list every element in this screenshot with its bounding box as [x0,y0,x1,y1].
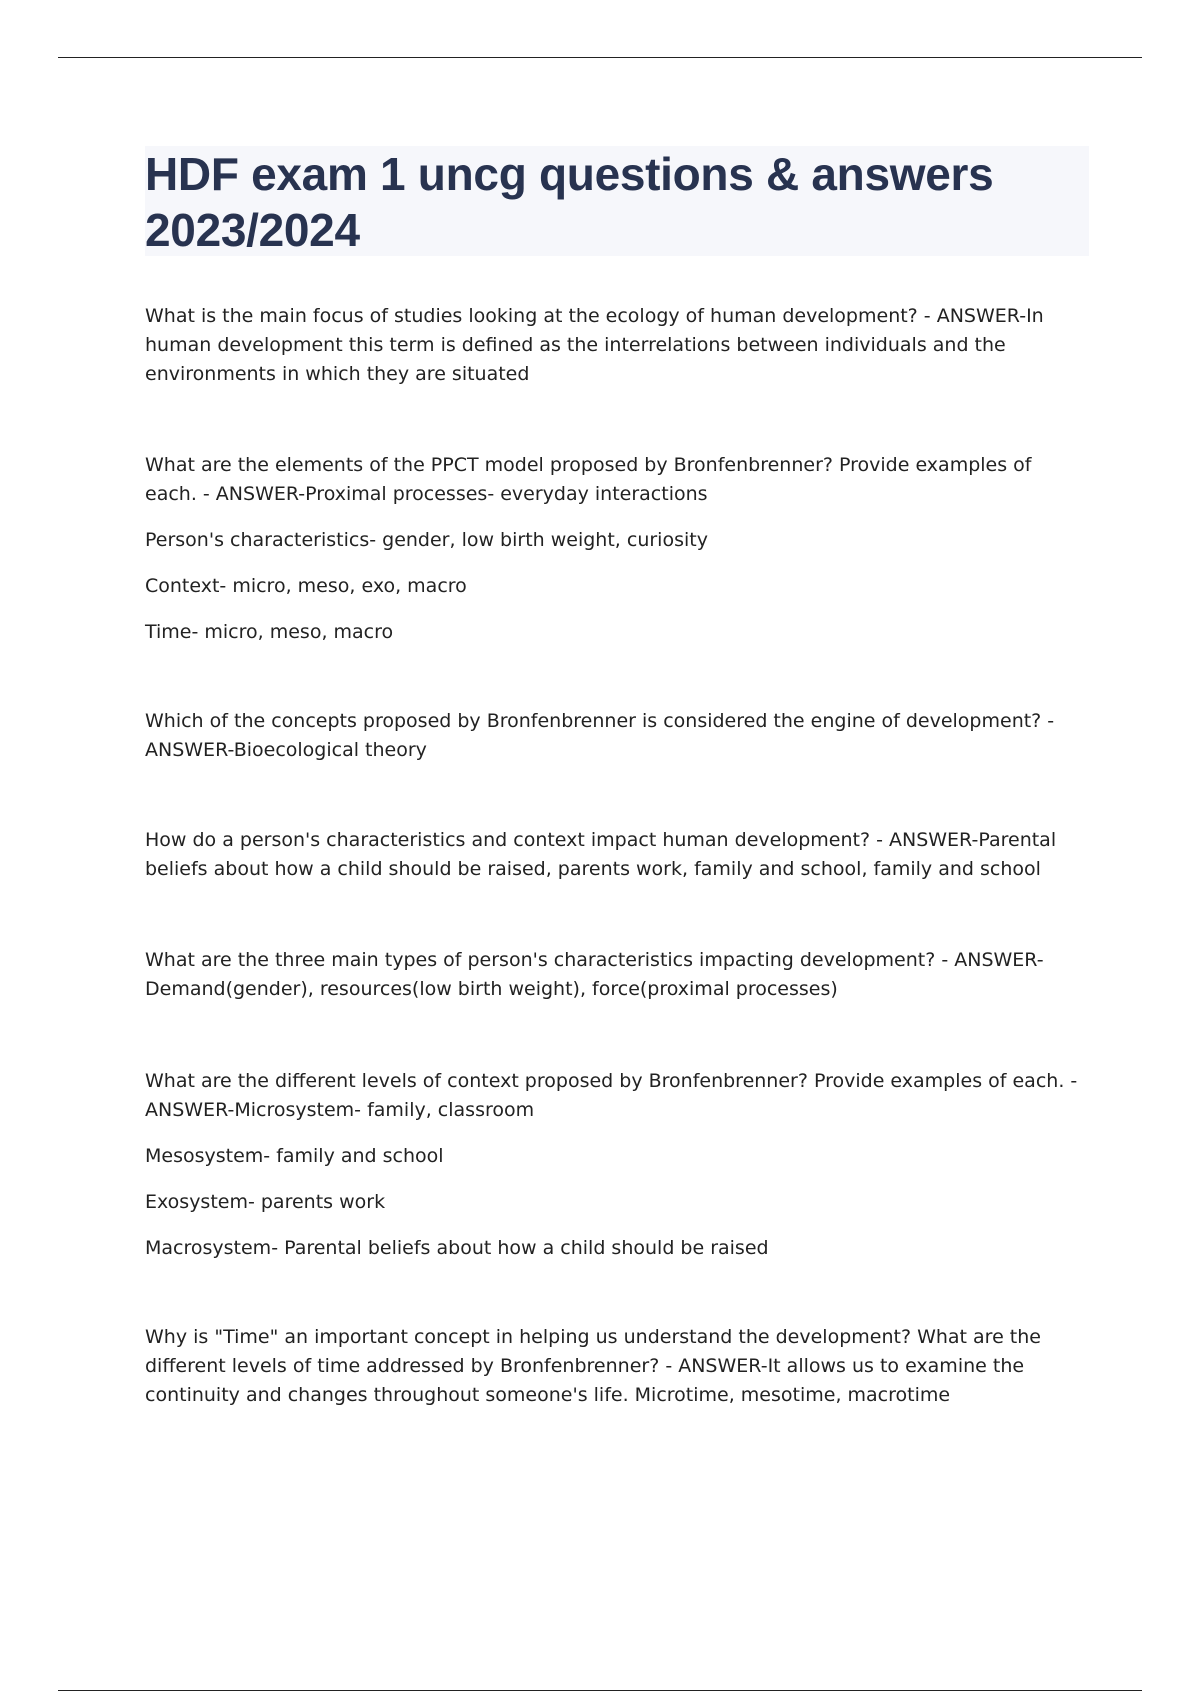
answer-text: Demand(gender), resources(low birth weight), force(proximal processes) [145,978,838,1000]
question-text: Why is "Time" an important concept in helping us understand the development? What are the different levels of time addressed by Bronfenbrenner? [145,1326,1041,1377]
answer-separator: - ANSWER- [870,829,979,851]
qa-question-answer [145,451,1085,509]
answer-extra-line: Context- micro, meso, exo, macro [145,575,467,597]
document-title: HDF exam 1 uncg questions & answers 2023/2024 [145,148,994,256]
answer-text: In human development this term is defined as the interrelations between individuals and the environments in which they are situated [145,305,1044,385]
bottom-rule [58,1690,1142,1691]
question-text: What is the main focus of studies looking at the ecology of human development? [145,305,918,327]
answer-text: Proximal processes- everyday interactions [305,483,708,505]
qa-item-3 [145,707,1085,765]
qa-question-answer [145,946,1085,1004]
qa-question-answer [145,826,1085,884]
qa-item-5 [145,946,1085,1004]
question-text: What are the different levels of context proposed by Bronfenbrenner? Provide examples of each. [145,1070,1065,1092]
answer-text: Parental beliefs about how a child should be raised, parents work, family and school, family and school [145,829,1057,880]
answer-separator: - ANSWER- [196,483,306,505]
answer-separator: - ANSWER- [145,710,1055,761]
top-rule [58,57,1142,58]
question-text: What are the elements of the PPCT model proposed by Bronfenbrenner? Provide examples of each. [145,454,1032,505]
question-text: Which of the concepts proposed by Bronfenbrenner is considered the engine of development? [145,710,1042,732]
qa-question-answer [145,1067,1085,1125]
question-text: What are the three main types of person's characteristics impacting development? [145,949,936,971]
answer-text: Bioecological theory [233,739,427,761]
answer-extra-line: Time- micro, meso, macro [145,621,394,643]
qa-question-answer [145,707,1085,765]
qa-item-4 [145,826,1085,884]
answer-separator: - ANSWER- [935,949,1044,971]
qa-item-2 [145,451,1085,647]
answer-separator: - ANSWER- [659,1355,768,1377]
answer-extra-line: Macrosystem- Parental beliefs about how a child should be raised [145,1237,769,1259]
qa-item-1 [145,302,1085,389]
answer-text: It allows us to examine the continuity and changes throughout someone's life. Microtime, mesotime, macrotime [145,1355,1025,1406]
answer-extra-line: Mesosystem- family and school [145,1145,444,1167]
answer-separator: - ANSWER- [917,305,1027,327]
qa-question-answer [145,1323,1085,1410]
qa-item-7 [145,1323,1085,1410]
answer-extra-line: Exosystem- parents work [145,1191,386,1213]
answer-text: Microsystem- family, classroom [234,1099,535,1121]
qa-item-6 [145,1067,1085,1263]
qa-question-answer [145,302,1085,389]
question-text: How do a person's characteristics and context impact human development? [145,829,871,851]
answer-extra-line: Person's characteristics- gender, low birth weight, curiosity [145,529,708,551]
answer-separator: - ANSWER- [145,1070,1078,1121]
